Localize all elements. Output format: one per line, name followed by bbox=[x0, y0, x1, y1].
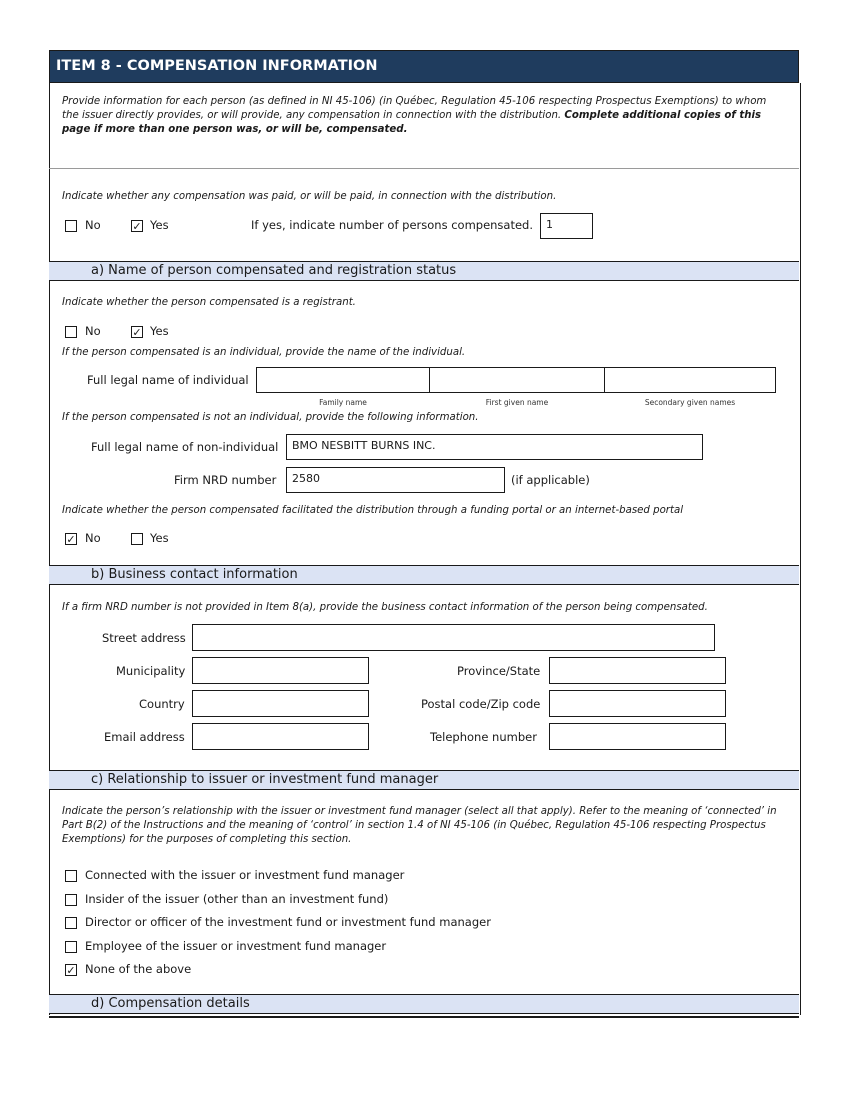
relationship-label-insider: Insider of the issuer (other than an investment fund) bbox=[85, 892, 389, 906]
relationship-checkbox-connected[interactable] bbox=[65, 870, 77, 882]
registrant-yes-checkbox[interactable] bbox=[131, 326, 143, 338]
section-a-header bbox=[49, 261, 799, 281]
relationship-checkbox-director[interactable] bbox=[65, 917, 77, 929]
country-label: Country bbox=[139, 697, 185, 711]
first-name-caption: First given name bbox=[485, 398, 549, 407]
individual-note: If the person compensated is an individual, provide the name of the individual. bbox=[62, 347, 466, 358]
section-d-title: d) Compensation details bbox=[91, 996, 250, 1011]
relationship-checkbox-employee[interactable] bbox=[65, 941, 77, 953]
secondary-names-caption: Secondary given names bbox=[644, 398, 736, 407]
portal-no-label: No bbox=[85, 531, 101, 545]
family-name-field[interactable] bbox=[256, 367, 430, 393]
registrant-question: Indicate whether the person compensated is a registrant. bbox=[62, 297, 356, 308]
portal-question: Indicate whether the person compensated facilitated the distribution through a funding portal or an internet-based portal bbox=[62, 505, 684, 516]
relationship-checkbox-insider[interactable] bbox=[65, 894, 77, 906]
registrant-no-checkbox[interactable] bbox=[65, 326, 77, 338]
non-individual-note: If the person compensated is not an individual, provide the following information. bbox=[62, 412, 479, 423]
paid-no-label: No bbox=[85, 218, 101, 232]
portal-no-checkbox[interactable] bbox=[65, 533, 77, 545]
paid-yes-label: Yes bbox=[150, 218, 169, 232]
street-address-field[interactable] bbox=[192, 624, 715, 651]
municipality-label: Municipality bbox=[116, 664, 186, 678]
portal-yes-label: Yes bbox=[150, 531, 169, 545]
postal-field[interactable] bbox=[549, 690, 726, 717]
postal-label: Postal code/Zip code bbox=[421, 697, 541, 711]
section-a-title: a) Name of person compensated and registration status bbox=[91, 263, 457, 278]
relationship-checkbox-none[interactable] bbox=[65, 964, 77, 976]
relationship-label-connected: Connected with the issuer or investment fund manager bbox=[85, 868, 405, 882]
municipality-field[interactable] bbox=[192, 657, 369, 684]
check-icon: ✓ bbox=[66, 533, 76, 546]
check-icon: ✓ bbox=[132, 220, 142, 233]
item-header bbox=[49, 50, 799, 83]
section-c-title: c) Relationship to issuer or investment fund manager bbox=[91, 772, 439, 787]
section-b-header bbox=[49, 565, 799, 585]
relationship-label-none: None of the above bbox=[85, 962, 192, 976]
relationship-note: Indicate the person’s relationship with the issuer or investment fund manager (select all that apply). Refer to the meaning of ‘connected’ in Part B(2) of the Instructions and the meaning of ‘control’ in section 1.4 of NI 45-106 (in Québec, Regulation 45-106 respecting Prospectus Exemptions) for the purposes of completing this section. bbox=[62, 806, 777, 845]
section-b-title: b) Business contact information bbox=[91, 567, 298, 582]
street-label: Street address bbox=[102, 631, 186, 645]
phone-label: Telephone number bbox=[430, 730, 537, 744]
registrant-no-label: No bbox=[85, 324, 101, 338]
paid-yes-checkbox[interactable] bbox=[131, 220, 143, 232]
email-field[interactable] bbox=[192, 723, 369, 750]
province-label: Province/State bbox=[457, 664, 541, 678]
relationship-label-employee: Employee of the issuer or investment fund manager bbox=[85, 939, 387, 953]
business-contact-note: If a firm NRD number is not provided in Item 8(a), provide the business contact information of the person being compensated. bbox=[62, 602, 708, 613]
country-field[interactable] bbox=[192, 690, 369, 717]
section-d-header bbox=[49, 994, 799, 1014]
non-individual-label: Full legal name of non-individual bbox=[91, 440, 279, 454]
nrd-number-field[interactable]: 2580 bbox=[286, 467, 505, 493]
nrd-note: (if applicable) bbox=[511, 473, 590, 487]
first-name-field[interactable] bbox=[429, 367, 605, 393]
form-bottom-line bbox=[49, 1016, 799, 1018]
relationship-label-director: Director or officer of the investment fund or investment fund manager bbox=[85, 915, 491, 929]
individual-name-label: Full legal name of individual bbox=[87, 373, 249, 387]
non-individual-name-field[interactable]: BMO NESBITT BURNS INC. bbox=[286, 434, 703, 460]
paid-question: Indicate whether any compensation was paid, or will be paid, in connection with the distribution. bbox=[62, 191, 557, 202]
phone-field[interactable] bbox=[549, 723, 726, 750]
province-field[interactable] bbox=[549, 657, 726, 684]
check-icon: ✓ bbox=[66, 964, 76, 977]
registrant-yes-label: Yes bbox=[150, 324, 169, 338]
email-label: Email address bbox=[104, 730, 185, 744]
item-title: ITEM 8 - COMPENSATION INFORMATION bbox=[56, 58, 378, 74]
nrd-label: Firm NRD number bbox=[174, 473, 277, 487]
family-name-caption: Family name bbox=[319, 398, 367, 407]
portal-yes-checkbox[interactable] bbox=[131, 533, 143, 545]
divider bbox=[49, 168, 799, 169]
persons-count-field[interactable]: 1 bbox=[540, 213, 593, 239]
check-icon: ✓ bbox=[132, 326, 142, 339]
section-c-header bbox=[49, 770, 799, 790]
persons-count-label: If yes, indicate number of persons compensated. bbox=[251, 218, 534, 232]
intro-bold: Complete additional copies of this page if more than one person was, or will be, compensated. bbox=[62, 110, 762, 135]
intro-text: Provide information for each person (as defined in NI 45-106) (in Québec, Regulation 45-106 respecting Prospectus Exemptions) to whom the issuer directly provides, or will provide, any compensation in connection with the distribution. Complete additional copies of this page if more than one person was, or will be, compensated. bbox=[62, 96, 767, 135]
secondary-names-field[interactable] bbox=[604, 367, 776, 393]
paid-no-checkbox[interactable] bbox=[65, 220, 77, 232]
